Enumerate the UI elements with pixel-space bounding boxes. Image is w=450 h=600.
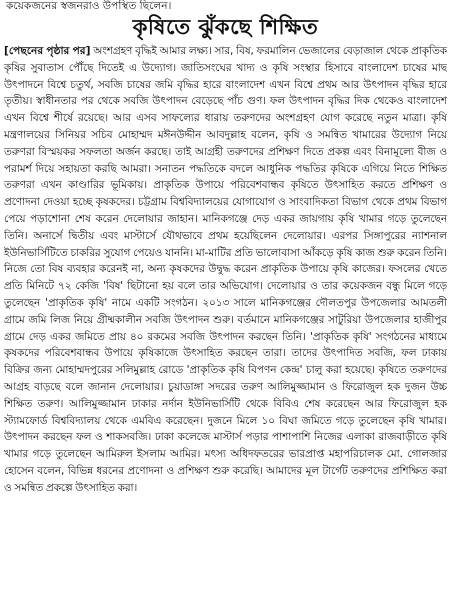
newspaper-clipping: [4, 0, 447, 600]
continued-from-previous-page-tag: [পেছনের পৃষ্ঠার পর]: [4, 45, 91, 57]
headline-text: কৃষিতে ঝুঁকছে শিক্ষিত: [123, 13, 329, 42]
article-body-text: অংশগ্রহণ বৃদ্ধিই আমার লক্ষ্য। সার, বিষ, ফরমালিন ভেজালের বেড়াজাল থেকে প্রাকৃতিক কৃষির সুবাতাস পৌঁছে দিতেই এ উদ্যোগ। জাতিসংঘের খাদ্য ও কৃষি সংস্থার হিসাবে বাংলাদেশ চাষের মাছ উৎপাদনে বিশ্বে চতুর্থ, সবজি চাষের জমি বৃদ্ধির হারে বাংলাদেশ এখন বিশ্বে প্রথম আর উৎপাদন বৃদ্ধির হারে তৃতীয়। স্বাধীনতার পর থেকে সবজি উৎপাদন বেড়েছে পাঁচ গুণ। ফল উৎপাদন বৃদ্ধির দিক থেকেও বাংলাদেশ এখন বিশ্বে শীর্ষে রয়েছে। আর এসব সাফল্যের ধারায় তরুণদের অংশগ্রহণ যোগ করেছে নতুন মাত্রা। কৃষি মন্ত্রণালয়ের সিনিয়র সচিব মোহাম্মদ মঈনউদ্দীন আবদুল্লাহ বলেন, কৃষি ও সমন্বিত খামারের উদ্যোগ নিয়ে তরুণরা বিস্ময়কর সফলতা অর্জন করছে। তাই আগ্রহী তরুণদের প্রশিক্ষণ দিতে প্রকল্প এবং বিনামূল্যে বীজ ও পরামর্শ দিয়ে সহায়তা করছি আমরা। সনাতন পদ্ধতিকে বদলে আধুনিক পদ্ধতির কৃষিকে এগিয়ে নিতে শিক্ষিত তরুণরা এখন কাণ্ডারির ভূমিকায়। প্রাকৃতিক উপায়ে পরিবেশবান্ধব কৃষিতে উৎসাহিত করতে প্রশিক্ষণ ও প্রণোদনা দেওয়া হচ্ছে কৃষকদের। চট্টগ্রাম বিশ্ববিদ্যালয়ের যোগাযোগ ও সাংবাদিকতা বিভাগ থেকে প্রথম বিভাগ পেয়ে পড়াশোনা শেষ করেন দেলোয়ার জাহান। মানিকগঞ্জে দেড় একর জায়গায় কৃষি খামার গড়ে তুলেছেন তিনি। অনার্সে দ্বিতীয় এবং মাস্টার্সে যৌথভাবে প্রথম হয়েছিলেন দেলোয়ার। এরপর সিঙ্গাপুরের ন্যাশনাল ইউনিভার্সিটিতে চাকরির সুযোগ পেয়েও যাননি। মা-মাটির প্রতি ভালোবাসা আঁকড়ে কৃষি কাজ শুরু করেন তিনি। নিজে তো বিষ ব্যবহার করেনই না, অন্য কৃষকদের উদ্বুদ্ধ করেন প্রাকৃতিক উপায়ে কৃষি কাজের। ফসলের খেতে প্রতি মিনিটে ৭২ কেজি 'বিষ' ছিটানো হয় বলে তার অভিযোগ। দেলোয়ার ও তার কয়েকজন বন্ধু মিলে গড়ে তুলেছেন 'প্রাকৃতিক কৃষি' নামে একটি সংগঠন। ২০১৩ সালে মানিকগঞ্জের দৌলতপুর উপজেলার আমতলী গ্রামে জমি লিজ নিয়ে গ্রীষ্মকালীন সবজি উৎপাদন শুরু। বর্তমানে মানিকগঞ্জের সাটুরিয়া উপজেলার হাজীপুর গ্রামে দেড় একর জমিতে প্রায় ৪০ রকমের সবজি উৎপাদন করছেন তিনি। 'প্রাকৃতিক কৃষি' সংগঠনের মাধ্যমে কৃষকদের পরিবেশবান্ধব উপায়ে কৃষিকাজে উৎসাহিত করছেন তারা। তাদের উৎপাদিত সবজি, ফল ঢাকায় বিক্রির জন্য মোহাম্মদপুরের সলিমুল্লাহ রোডে 'প্রাকৃতিক কৃষি বিপণন কেন্দ্র' চালু করা হয়েছে। কৃষিতে তরুণদের আগ্রহ বাড়ছে বলে জানান দেলোয়ার। চুয়াডাঙ্গা সদরের তরুণ আলিমুজ্জামান ও ফিরোজুল হক দুজন উচ্চ শিক্ষিত তরুণ। আলিমুজ্জামান ঢাকার নর্দান ইউনিভার্সিটি থেকে বিবিএ শেষ করেছেন আর ফিরোজুল হক স্ট্যামফোর্ড বিশ্ববিদ্যালয় থেকে এমবিএ করেছেন। দুজনে মিলে ১০ বিঘা জমিতে গড়ে তুলেছেন কৃষি খামার। উৎপাদন করছেন ফল ও শাকসবজি। ঢাকা কলেজে মাস্টার্স পড়ার পাশাপাশি নিজের এলাকা রাজবাড়ীতে কৃষি খামার গড়ে তুলেছেন আমিরুল ইসলাম আমির। মৎস্য অধিদফতরের ভারপ্রাপ্ত মহাপরিচালক মো. গোলজার হোসেন বলেন, বিভিন্ন ধরনের প্রণোদনা ও প্রশিক্ষণ শুরু করেছি। আমাদের মূল টার্গেট তরুণদের প্রশিক্ষিত করা ও সমন্বিত প্রকল্পে উৎসাহিত করা।: [4, 45, 447, 494]
article-body: [4, 43, 447, 497]
article-headline: [4, 13, 447, 43]
previous-article-closing-line: কয়েকজনের স্বজনরাও উপস্থিত ছিলেন।: [6, 0, 172, 12]
